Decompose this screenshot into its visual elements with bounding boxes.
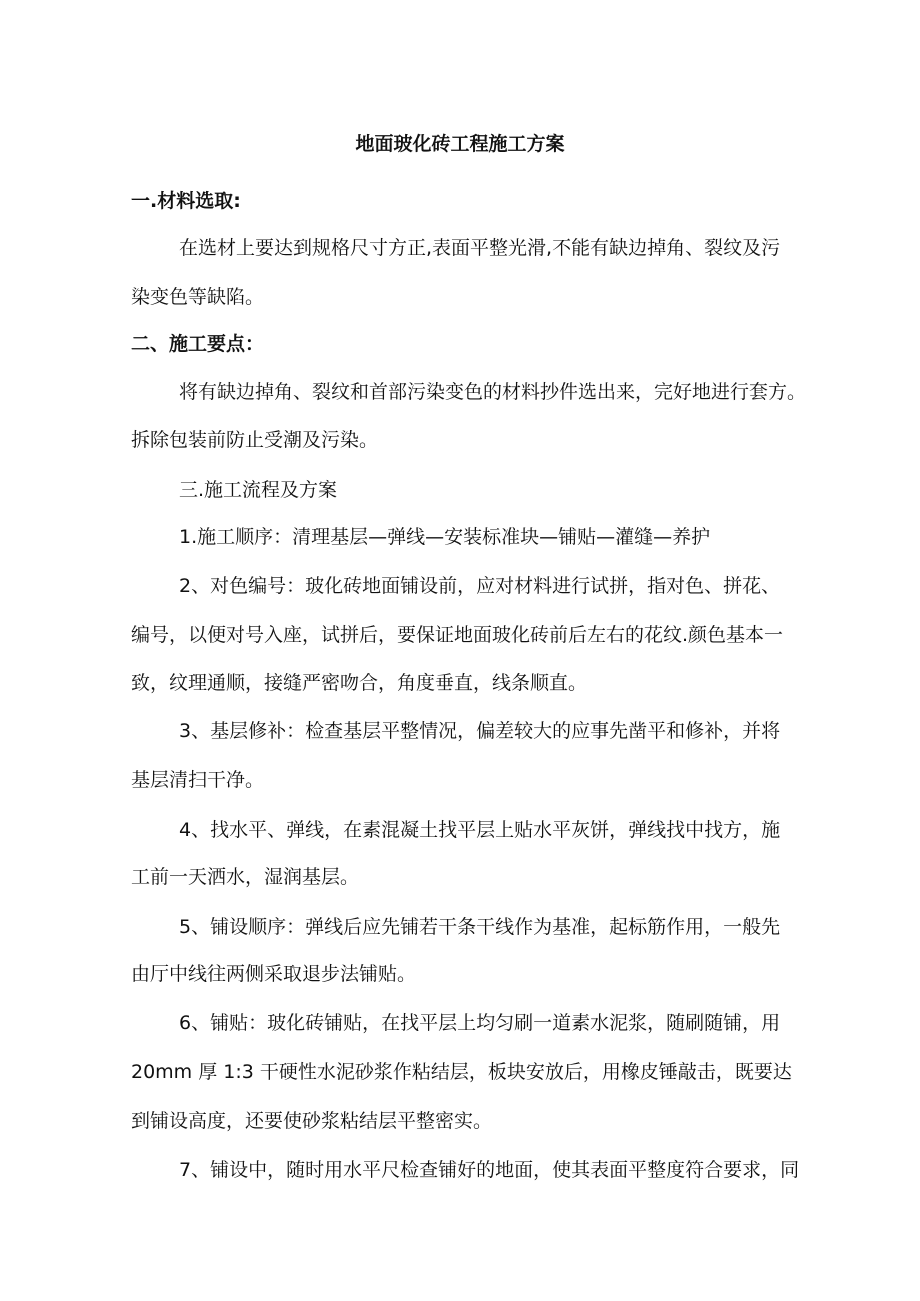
paragraph-line: 在选材上要达到规格尺寸方正,表面平整光滑,不能有缺边掉角、裂纹及污	[179, 237, 781, 259]
document-title: 地面玻化砖工程施工方案	[355, 133, 565, 155]
step-line: 4、找水平、弹线，在素混凝土找平层上贴水平灰饼，弹线找中找方，施	[179, 819, 781, 841]
step-line: 6、铺贴：玻化砖铺贴，在找平层上均匀刷一道素水泥浆，随刷随铺，用	[179, 1012, 781, 1034]
section-heading-materials: 一.材料选取:	[131, 190, 241, 212]
step-line: 20mm 厚 1:3 干硬性水泥砂浆作粘结层，板块安放后，用橡皮锤敲击，既要达	[131, 1061, 792, 1083]
step-line: 基层清扫干净。	[131, 769, 265, 791]
step-line: 由厅中线往两侧采取退步法铺贴。	[131, 963, 417, 985]
step-line: 工前一天洒水，湿润基层。	[131, 866, 360, 888]
step-line: 到铺设高度，还要使砂浆粘结层平整密实。	[131, 1110, 493, 1132]
paragraph-line: 拆除包装前防止受潮及污染。	[131, 429, 379, 451]
step-line: 7、铺设中，随时用水平尺检查铺好的地面，使其表面平整度符合要求，同	[179, 1159, 800, 1181]
step-line: 2、对色编号：玻化砖地面铺设前，应对材料进行试拼，指对色、拼花、	[179, 575, 781, 597]
section-heading-key-points: 二、施工要点：	[131, 333, 265, 355]
step-line: 3、基层修补：检查基层平整情况，偏差较大的应事先凿平和修补，并将	[179, 720, 781, 742]
step-line: 编号，以便对号入座，试拼后，要保证地面玻化砖前后左右的花纹.颜色基本一	[131, 624, 784, 646]
step-line: 5、铺设顺序：弹线后应先铺若干条干线作为基准，起标筋作用，一般先	[179, 916, 781, 938]
step-line: 致，纹理通顺，接缝严密吻合，角度垂直，线条顺直。	[131, 672, 588, 694]
paragraph-line: 染变色等缺陷。	[131, 286, 265, 308]
step-line: 1.施工顺序：清理基层—弹线—安装标准块—铺贴—灌缝—养护	[179, 526, 711, 548]
section-heading-process: 三.施工流程及方案	[179, 479, 338, 501]
paragraph-line: 将有缺边掉角、裂纹和首部污染变色的材料抄件选出来，完好地进行套方。	[179, 381, 807, 403]
